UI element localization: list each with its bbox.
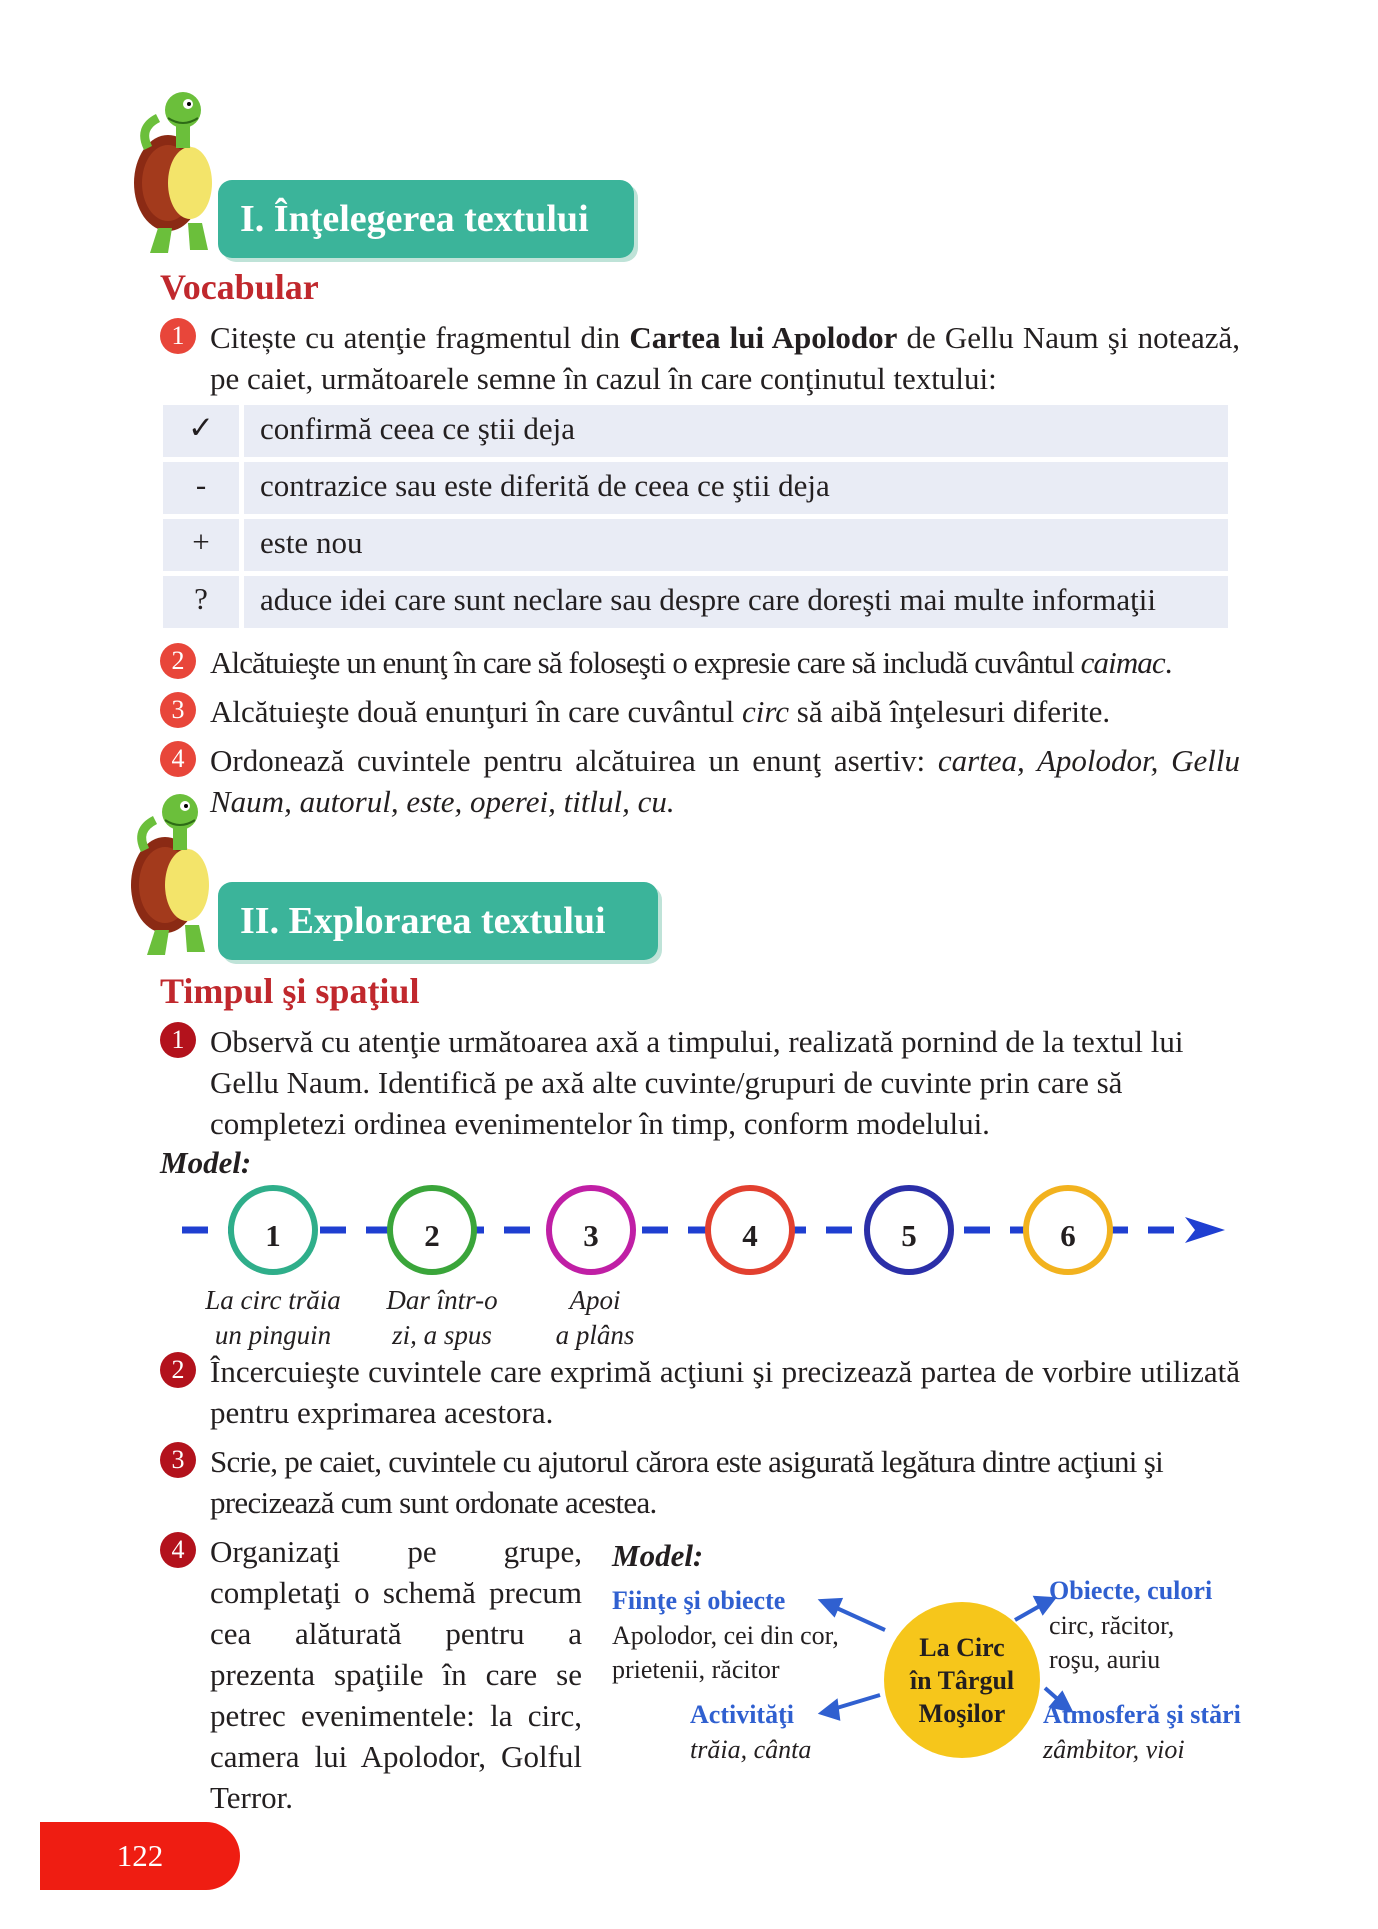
instruction-text-part: de Gellu Naum şi notează, pe caiet, următoarele semne în cazul în care conţinutul textului: [210, 320, 1241, 396]
instruction-text-part: Ordonează cuvintele pentru alcătuirea un enunţ asertiv: [210, 743, 938, 778]
diagram-center-circle [884, 1602, 1040, 1758]
instruction-text: Organizaţi pe grupe, completaţi o schemă precum cea alăturată pentru a prezenta spaţiile în care se petrec evenimentele: la circ, camera lui Apolodor, Golful Terror. [210, 1534, 582, 1815]
item-number-badge: 2 [160, 1352, 196, 1388]
instruction-text [210, 691, 1250, 732]
table-text: aduce idei care sunt neclare sau despre care doreşti mai multe informaţii [244, 576, 1228, 628]
instruction-text [210, 740, 1240, 822]
center-line: Moşilor [918, 1698, 1006, 1728]
diagram-model-label: Model: [612, 1538, 704, 1573]
instruction-text-part: Citește cu atenţie fragmentul din [210, 320, 630, 355]
caption-line: a plâns [555, 1320, 635, 1350]
timeline-circle: 3 [546, 1185, 636, 1275]
symbols-table [163, 405, 1228, 633]
subtitle-vocabular: Vocabular [160, 267, 319, 307]
timeline-caption [180, 1283, 366, 1353]
arrow-icon [822, 1600, 840, 1614]
timeline-circle: 4 [705, 1185, 795, 1275]
table-symbol: ✓ [163, 405, 239, 457]
section-banner-exploration: II. Explorarea textului [218, 882, 658, 960]
item-number-badge: 1 [160, 1022, 196, 1058]
caption-line: La circ trăia [205, 1285, 341, 1315]
diagram-line: zâmbitor, vioi [1043, 1735, 1185, 1764]
caption-line: Dar într-o [386, 1285, 498, 1315]
diagram-node-title: Obiecte, culori [1049, 1576, 1213, 1605]
diagram-node-title: Fiinţe şi obiecte [612, 1586, 786, 1615]
table-text: este nou [244, 519, 1228, 571]
instruction-text-part: să aibă înţelesuri diferite. [789, 694, 1111, 729]
item-number-badge: 3 [160, 1442, 196, 1478]
table-text: confirmă ceea ce ştii deja [244, 405, 1228, 457]
item-number-badge: 1 [160, 318, 196, 354]
caption-line: un pinguin [214, 1320, 332, 1350]
diagram-line: Apolodor, cei din cor, [612, 1621, 839, 1650]
table-row [163, 405, 1228, 457]
instruction-text [210, 317, 1240, 399]
timeline-circle: 6 [1023, 1185, 1113, 1275]
instruction-text: Observă cu atenţie următoarea axă a timpului, realizată pornind de la textul lui Gellu Naum. Identifică pe axă alte cuvinte/grupuri de cuvinte prin care să completezi ordinea evenimentelor în timp, conform modelului. [210, 1024, 1184, 1141]
caption-line: Apoi [569, 1285, 621, 1315]
book-title: Cartea lui Apolodor [629, 320, 898, 355]
timeline-caption [362, 1283, 522, 1353]
table-text: contrazice sau este diferită de ceea ce ştii deja [244, 462, 1228, 514]
item-number-badge: 4 [160, 1532, 196, 1568]
timeline-circle: 5 [864, 1185, 954, 1275]
center-line: La Circ [919, 1632, 1005, 1662]
instruction-text: Scrie, pe caiet, cuvintele cu ajutorul cărora este asigurată legătura dintre acţiuni şi precizează cum sunt ordonate acestea. [210, 1444, 1164, 1520]
diagram-node-text [612, 1619, 839, 1687]
instruction-text-part: . [1164, 645, 1172, 680]
timeline-circle: 1 [228, 1185, 318, 1275]
caption-line: zi, a spus [392, 1320, 492, 1350]
diagram-node-title: Atmosferă şi stări [1043, 1700, 1241, 1729]
diagram-node-text [1043, 1733, 1185, 1767]
arrow-icon [822, 1702, 838, 1718]
instruction-text [210, 642, 1250, 683]
table-row [163, 462, 1228, 514]
table-symbol: + [163, 519, 239, 571]
diagram-node-text [1049, 1609, 1174, 1677]
instruction-text: Încercuieşte cuvintele care exprimă acţiuni şi precizează partea de vorbire utilizată pentru exprimarea acestora. [210, 1354, 1240, 1430]
table-symbol: - [163, 462, 239, 514]
item-number-badge: 4 [160, 741, 196, 777]
item-number-badge: 2 [160, 643, 196, 679]
section-banner-comprehension: I. Înţelegerea textului [218, 180, 634, 258]
diagram-node-title: Activităţi [690, 1700, 794, 1729]
keyword: caimac [1080, 645, 1165, 680]
diagram-line: trăia, cânta [690, 1735, 812, 1764]
item-number-badge: 3 [160, 692, 196, 728]
diagram-line: roşu, auriu [1049, 1645, 1161, 1674]
diagram-node-text [690, 1733, 811, 1767]
keyword: circ [741, 694, 790, 729]
subtitle-time-space: Timpul şi spaţiul [160, 971, 420, 1011]
instruction-text-part: Alcătuieşte două enunţuri în care cuvântul [210, 694, 742, 729]
keyword-list: cartea, Apolodor, Gellu Naum, autorul, este, operei, titlul, cu. [210, 743, 1240, 819]
table-symbol: ? [163, 576, 239, 628]
table-row [163, 576, 1228, 628]
model-label: Model: [160, 1145, 252, 1180]
table-row [163, 519, 1228, 571]
diagram-line: circ, răcitor, [1049, 1611, 1175, 1640]
center-line: în Târgul [909, 1665, 1015, 1695]
instruction-text-part: Alcătuieşte un enunţ în care să foloseşti o expresie care să includă cuvântul [210, 645, 1081, 680]
diagram-line: prietenii, răcitor [612, 1655, 780, 1684]
timeline-circle: 2 [387, 1185, 477, 1275]
page-number: 122 [40, 1822, 240, 1890]
arrow-right-icon [1185, 1217, 1225, 1243]
timeline-caption [520, 1283, 670, 1353]
